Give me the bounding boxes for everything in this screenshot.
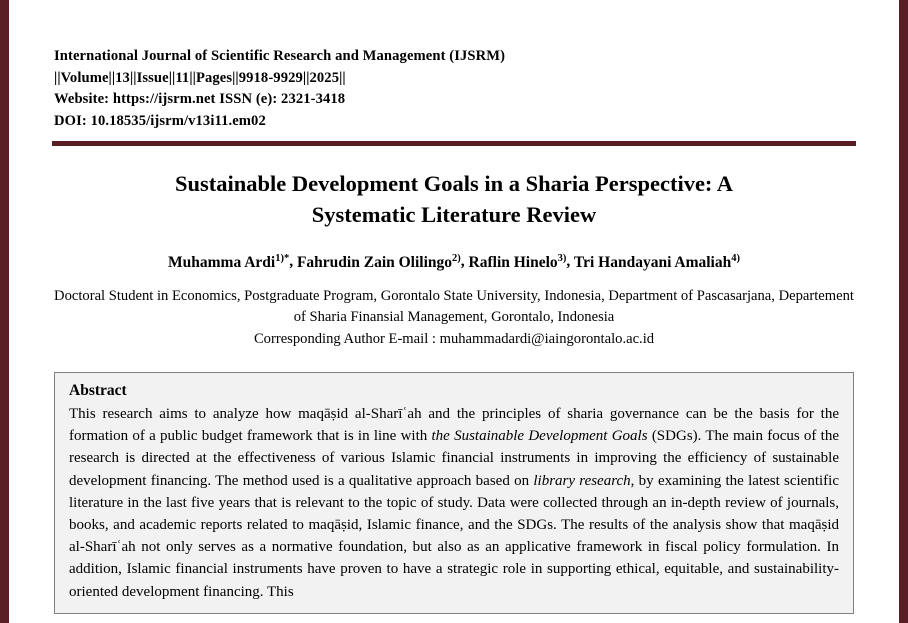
- journal-website-line: Website: https://ijsrm.net ISSN (e): 2321-3418: [54, 91, 346, 108]
- journal-doi-line: DOI: 10.18535/ijsrm/v13i11.em02: [54, 112, 266, 129]
- abstract-text-part-1: This research aims to analyze how maqāṣid al-Sharīʿah and the principles of sharia governance can be the basis for the formation of a public budget framework that is in line with: [69, 406, 839, 445]
- author-affiliation-marker: 3): [557, 252, 567, 264]
- abstract-text-part-2: (SDGs). The main focus of the research is directed at the effectiveness of various Islamic financial instruments in improving the efficiency of sustainable development financing. The method used is a qualitative approach based on: [69, 428, 840, 489]
- affiliation-block: [54, 286, 854, 350]
- author-entry: [297, 254, 461, 271]
- page-left-edge: [0, 0, 14, 623]
- abstract-text-part-3: , by examining the latest scientific literature in the last five years that is relevant to the topic of study. Data were collected through an in-depth review of journals, books, and academic reports related to maqāṣid, Islamic finance, and the SDGs. The results of the analysis show that maqāṣid al-Sharīʿah not only serves as a normative foundation, but also as an applicative framework in fiscal policy formulation. In addition, Islamic financial instruments have proven to have a strategic role in supporting ethical, equitable, and sustainability-oriented development financing. This: [69, 472, 839, 600]
- journal-name: International Journal of Scientific Research and Management (IJSRM): [54, 48, 506, 64]
- header-divider: [52, 141, 856, 146]
- author-name: Raflin Hinelo: [468, 253, 558, 271]
- author-separator: ,: [460, 253, 469, 271]
- abstract-section: [54, 372, 854, 614]
- affiliation-line-2: of Pascasarjana, Departement of Sharia Finansial Management, Gorontalo, Indonesia: [293, 287, 854, 325]
- author-entry: [469, 254, 567, 271]
- author-list: [64, 252, 844, 271]
- author-name: Muhamma Ardi: [168, 253, 276, 271]
- author-separator: ,: [289, 253, 297, 271]
- corresponding-author-email: Corresponding Author E-mail : muhammadardi@iaingorontalo.ac.id: [253, 330, 655, 347]
- journal-header: [54, 46, 894, 132]
- abstract-heading: Abstract: [69, 382, 127, 400]
- author-affiliation-marker: 1)*: [275, 252, 290, 264]
- affiliation-line-1: Doctoral Student in Economics, Postgraduate Program, Gorontalo State University, Indonesia, Department: [54, 287, 678, 304]
- author-affiliation-marker: 2): [452, 252, 461, 264]
- author-entry: [168, 254, 289, 271]
- author-affiliation-marker: 4): [731, 252, 740, 264]
- author-name: Fahrudin Zain Olilingo: [296, 253, 453, 271]
- page-right-edge: [894, 0, 908, 623]
- page-content: [14, 0, 894, 623]
- author-name: Tri Handayani Amaliah: [573, 253, 732, 271]
- abstract-body: [69, 403, 839, 603]
- abstract-italic-1: the Sustainable Development Goals: [431, 428, 648, 445]
- author-entry: [574, 254, 740, 271]
- author-separator: ,: [566, 253, 574, 271]
- abstract-italic-2: library research: [533, 472, 631, 489]
- page-right-edge-inner: [894, 0, 899, 623]
- page-title: [124, 168, 784, 230]
- title-line-1: Sustainable Development Goals in a Sharia Perspective: A: [174, 171, 734, 197]
- journal-issue-line: ||Volume||13||Issue||11||Pages||9918-9929||2025||: [54, 69, 346, 86]
- title-line-2: Systematic Literature Review: [311, 202, 597, 228]
